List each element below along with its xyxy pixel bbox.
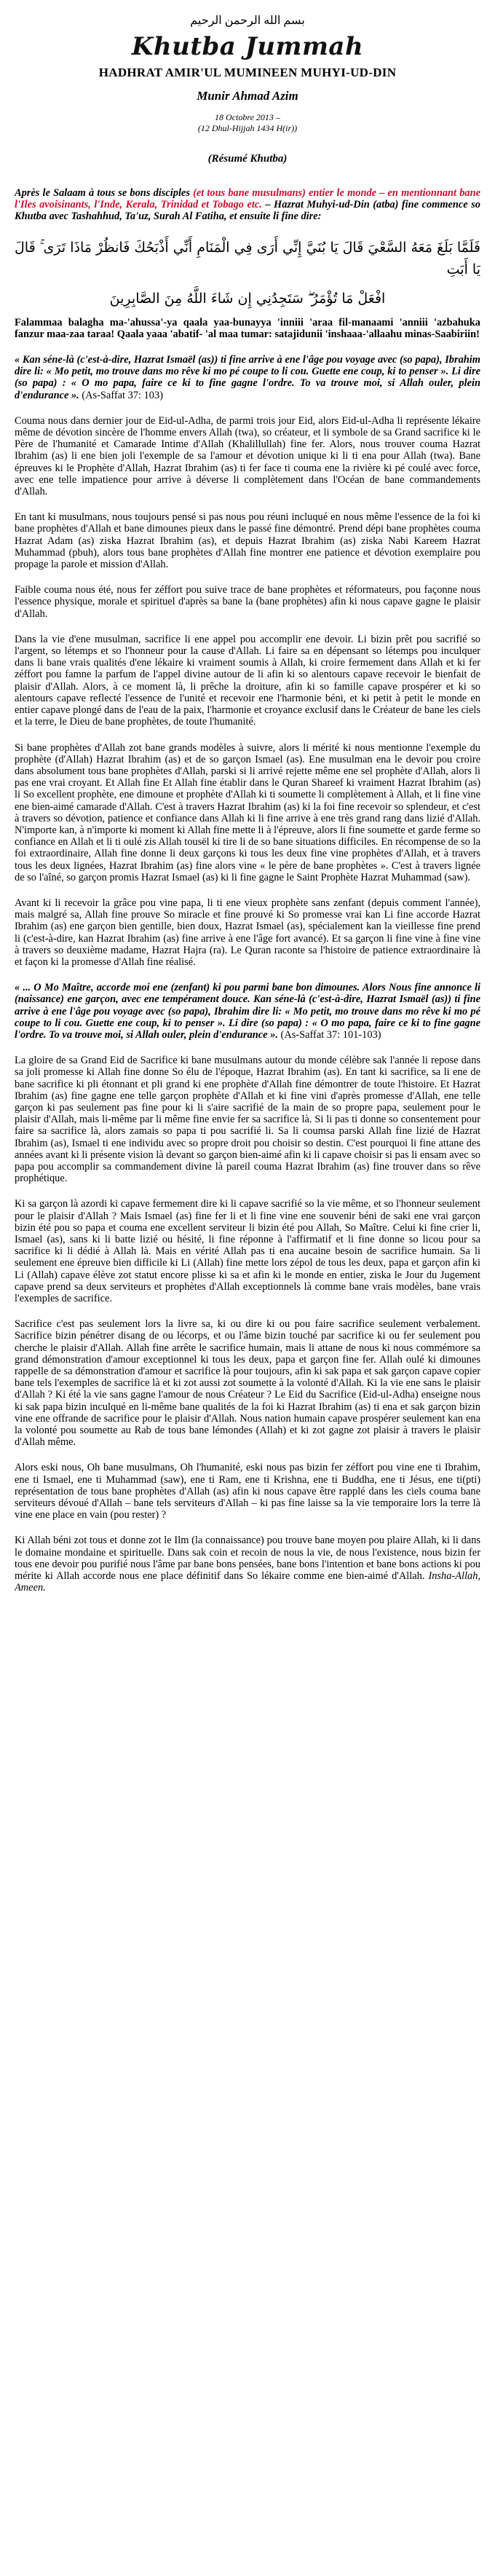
body-paragraph: Couma nous dans dernier jour de Eid-ul-Adha, de parmi trois jour Eid, alors Eid-ul-Adha li représente lékaire même de dévotion sincère de l'homme envers Allah (twa), so créateur, et li symbole de sa Grand sacrifice ki le Père de l'humanité et Camarade Intime d'Allah (Khalillullah) fine fer. Alors, nous trouver couma Hazrat Ibrahim (as) li ene bien joli l'exemple de sa l'amour et dévotion unique ki li ti ena pour Allah (twa). Bane épreuves ki le Prophète d'Allah, Hazrat Ibrahim (as) ti fer face ti couma ene la rivière ki pé coulé avec force, avec ene telle impatience pour arrive à déverse li complètement dans l'Océan de bane commandements d'Allah. xyxy=(15,414,480,498)
body-paragraph: Avant ki li recevoir la grâce pou vine papa, li ti ene vieux prophète sans zenfant (depuis comment l'année), mais malgré sa, Allah fine prouve So miracle et fine prouvé ki So promesse vrai kan Li fine accorde Hazrat Ibrahim (as) ene garçon bien gentille, bien doux, Hazrat Ismael (as), spécialement kan la vieillesse fine prend li (c'est-à-dire, kan Hazrat Ibrahim (as) fine arrive à ene l'âge fort avancé). Et sa garçon li fine vine à fine vine à travers so deuxième madame, Hazrat Hajra (ra). Le Quran raconte sa l'histoire de patience extraordinaire là et façon ki la promesse d'Allah fine réalisé. xyxy=(15,897,480,968)
body-paragraph: Sacrifice c'est pas seulement lors la livre sa, ki ou dire ki ou pou faire sacrifice seulement verbalement. Sacrifice bizin pénétrer disang de ou lécorps, et ou l'âme bizin touché par sacrifice ki ou fer seulement pou cherche le plaisir d'Allah. Allah fine arrête le sacrifice humain, mais li attane de nous ki nous commémore sa grand démonstration d'amour exceptionnel ki tous les deux, papa et garçon fine fer. Allah oulé ki dimounes rappelle de sa démonstration d'amour et sacrifice là pour toujours, afin ki sak papa et sak garçon capave copier bane tels l'exemples de sacrifice là et ki zot aussi zot soumette à la volonté d'Allah. Ki la vie ene sans le plaisir d'Allah ? Ki été la vie sans gagne l'amour de nous Créateur ? Le Eid du Sacrifice (Eid-ul-Adha) enseigne nous ki sak papa bizin inculqué en li-même bane qualités de la foi ki Hazrat Ibrahim (as) ti ena et sak garçon bizin vine ene offrande de sacrifice pour le plaisir d'Allah. Nous nation humain capave prospérer seulement kan ena la volonté pou soumette au Rab de tous bane lémondes (Allah) et ki zot gagne zot plaisir à travers le plaisir d'Allah même. xyxy=(15,1318,480,1449)
body-paragraph: Faible couma nous été, nous fer zéffort pou suive trace de bane prophètes et réformateurs, pou façonne nous l'essence physique, morale et spirituel d'après sa bane la (bane prophètes) afin ki nous capave gagne le plaisir d'Allah. xyxy=(15,584,480,620)
quran-translation xyxy=(15,354,480,401)
closing-text: Ki Allah béni zot tous et donne zot le Ilm (la connaissance) pou trouve bane moyen pou plaire Allah, ki li dans le domaine mondaine et spirituelle. Dans sak coin et recoin de nous la vie, de nous l'existence, nous bizin fer tous ene devoir pou purifié nous l'âme par bane bons pensées, bane bons l'intention et bane bons actions ki pou mérite ki Allah accorde nous ene place définitif dans So lékaire comme ene bien-aimé d'Allah. xyxy=(15,1535,480,1583)
bismillah-calligraphy: بسم الله الرحمن الرحيم xyxy=(190,15,305,27)
body-paragraph: La gloire de sa Grand Eid de Sacrifice ki bane musulmans autour du monde célèbre sak l'année li repose dans sa joli promesse ki Allah fine donne So élu de l'époque, Hazrat Ibrahim (as). En tant ki sacrifice, sa li ene de bane sacrifice ki pli étonnant et pli grand ki ene prophète d'Allah fine démontrer de toute l'histoire. Et Hazrat Ibrahim (as) fine gagne ene telle garçon prophète d'Allah et ki fine vini d'après promesse d'Allah, ene telle garçon ki pas seulement pas fine pour ki li s'aire sacrifié de la main de so propre papa, seulement pour le plaisir d'Allah, mais li-même par li même fine envie fer sa sacrifice là. Si li pas ti donne so consentement pour faire sa sacrifice là, alors zamais so papa ti pou sacrifié li. Sa li coumsa parski Allah fine lizié de Hazrat Ibrahim (as), Ismael ti ene individu avec so propre droit pou choisir so destin. C'est pourquoi li fine attane des années avant ki li présente vision là devant so garçon bien-aimé afin ki li capave choisir si pas li ensam avec so papa pou accomplir sa commandement divine là pareil couma Hazrat Ibrahim (as) fine trouver dans so rêve prophétique. xyxy=(15,1055,480,1185)
intro-part2: (et tous bane musulmans) entier le monde – en mentionnant bane l'Iles avoisinants, l'Inde, Kerala, Trinidad et Tobago etc. xyxy=(15,187,480,211)
intro-paragraph xyxy=(15,187,480,223)
author-name: Munir Ahmad Azim xyxy=(197,89,298,103)
date-hijri: (12 Dhul-Hijjah 1434 H(ir)) xyxy=(197,123,298,133)
intro-part3: – Hazrat Muhyi-ud-Din (atba) fine commence so Khutba avec Tashahhud, Ta'uz, Surah Al Fatiha, et ensuite li fine dire: xyxy=(15,199,480,223)
closing-dua: Insha-Allah, Ameen. xyxy=(15,1570,480,1594)
closing-paragraph xyxy=(15,1535,480,1594)
khutba-page xyxy=(15,0,480,1630)
body-paragraph: Dans la vie d'ene musulman, sacrifice li ene appel pou accomplir ene devoir. Li bizin prêt pou sacrifié so l'argent, so létemps et so l'honneur pour la cause d'Allah. Li faire sa en dépensant so létemps pou inculquer dans li bane vrais qualités d'ene lékaire ki vraiment soumis à Allah, ki croire fermement dans Allah et ki fer zéffort pou famne la parfum de l'appel divine autour de li afin ki so alentours capave recevoir le bienfait de plaisir d'Allah. Alors, à ce moment là, li prêche la droiture, afin ki so famille capave prospérer et ki so alentours capave reflecté l'essence de l'unité et recevoir ene l'harmonie béni, et ki petit à petit le monde en entier capave plongé dans de l'eau de la paix, l'harmonie et croyance exclusif dans le Créateur de bane les ciels et la terre, le Dieu de bane prophètes, de toute l'humanité. xyxy=(15,633,480,728)
page-title: Khutba Jummah xyxy=(131,32,364,61)
resume-label: (Résumé Khutba) xyxy=(207,153,288,165)
quran-verse-arabic-2: افْعَلْ مَا تُؤْمَرُ ۖ سَتَجِدُنِي إِن شَاءَ اللَّهُ مِنَ الصَّابِرِينَ xyxy=(109,290,386,307)
body-paragraph: Alors eski nous, Oh bane musulmans, Oh l'humanité, eski nous pas bizin fer zéffort pou vine ene ti Ibrahim, ene ti Ismael, ene ti Muhammad (saw), ene ti Ram, ene ti Krishna, ene ti Buddha, ene ti Jésus, ene ti(pti) représentation de tous bane prophètes d'Allah (as) afin ki nous capave être rapplé dans les ciels couma bane serviteurs dévoué d'Allah – bane tels serviteurs d'Allah – ki pas fine laisse sa la vie temporaire lors la terre là vine ene place en vain (pou rester) ? xyxy=(15,1462,480,1521)
translation-text-2: « ... O Mo Maître, accorde moi ene (zenfant) ki pou parmi bane bon dimounes. Alors Nous fine annonce li (naissance) ene garçon, avec ene tempérament douce. Kan séne-là (c'est-à-dire, Hazrat Ismaël (as)) ti fine arrive à ene l'âge pou voyage avec (so papa), Ibrahim dire li: « Mo petit, mo trouve dans mo rêve ki mo pé coupe to li cou. Guette ene coup, ki to penser ». Li dire (so papa) : « O mo papa, faire ce ki to fine gagne l'ordre. To va trouve moi, si Allah ouler, plein d'endurance ». xyxy=(15,982,480,1041)
intro-part1: Après le Salaam à tous se bons disciples xyxy=(15,187,194,199)
translation-text: « Kan séne-là (c'est-à-dire, Hazrat Ismaël (as)) ti fine arrive à ene l'âge pou voyage avec (so papa), Ibrahim dire li: « Mo petit, mo trouve dans mo rêve ki mo pé coupe to li cou. Guette ene coup, ki to penser ». Li dire (so papa) : « O mo papa, faire ce ki to fine gagne l'ordre. To va trouve moi, si Allah ouler, plein d'endurance ». xyxy=(15,354,480,401)
body-paragraph: En tant ki musulmans, nous toujours pensé si pas nous pou réuni incluqué en nous même l'essence de la foi ki bane prophètes d'Allah et bane dimounes pieux dans le passé fine démontré. Prend dépi bane prophètes couma Hazrat Adam (as) ziska Hazrat Ibrahim (as), et depuis Hazrat Ibrahim (as) ziska Nabi Kareem Hazrat Muhammad (pbuh), alors tous bane prophètes d'Allah fine montrer ene patience et dévotion exemplaire pou propage la parole et mission d'Allah. xyxy=(15,511,480,571)
translation-reference-2: (As-Saffat 37: 101-103) xyxy=(277,1028,381,1041)
translation-reference: (As-Saffat 37: 103) xyxy=(79,389,163,401)
quran-transliteration: Falammaa balagha ma-'ahussa'-ya qaala yaa-bunayya 'inniii 'araa fil-manaami 'anniii 'azbahuka fanzur maa-zaa taraa! Qaala yaaa 'abatif- 'al maa tumar: satajidunii 'inshaaa-'allaahu minas-Saabiriin! xyxy=(15,316,480,340)
date-gregorian: 18 Octobre 2013 – xyxy=(215,112,280,122)
body-paragraph: Ki sa garçon là azordi ki capave fermement dire ki li capave sacrifié so la vie même, et so l'honneur seulement pour le plaisir d'Allah ? Mais Ismael (as) fine fer li et li fine vine ene souvenir béni de saki ene vrai garçon bizin été pou so papa et couma ene excellent serviteur li bizin été pou Allah, So Maître. Celui ki fine crier li, Ismael (as), sans ki li batte lizié ou hésité, li fine réponne à l'affirmatif et li fine donne so licou pour sa sacrifice ki li dédié à Allah là. Mais en vérité Allah pas ti ena aucaine besoin de sacrifice humain. Sa li seulement ene épreuve bien difficile ki Li (Allah) fine mette lors zépol de tous les deux, papa et garçon afin ki Li (Allah) capave élève zot statut encore plisse ki sa et afin ki le monde en entier, ziska le Jour du Jugement capave prend sa deux serviteurs et prophètes d'Allah exceptionnels là comme bane vrais modèles, bane vrais l'exemples de sacrifice. xyxy=(15,1198,480,1305)
body-paragraph: Si bane prophètes d'Allah zot bane grands modèles à suivre, alors li mérité ki nous mentionne l'exemple du prophète (d'Allah) Hazrat Ibrahim (as) et de so garçon Ismael (as). Ene musulman ena le devoir pou croire dans absolument tous bane prophètes d'Allah, parski si li arrivé rejette même ene sel prophète d'Allah, alors li pas ene vrai croyant. Et Allah fine Et Allah fine établir dans le Quran Shareef ki vraiment Hazrat Ibrahim (as) li So excellent prophète, ene dimoune et prophète d'Allah ki ti soumette li complètement à Allah, et li fine vine ene bien-aimé camarade d'Allah. C'est à travers Hazrat Ibrahim (as) ki la foi fine recevoir so splendeur, et c'est à travers so dévotion, patience et confiance dans Allah ki li fine arrive à ene très grand rang dans lizié d'Allah. N'importe kan, à n'importe ki moment ki Allah fine mette li à l'épreuve, alors li fine soumette et garde ferme so confiance en Allah et li ti oulé zis Allah tousël ki tire li de so bane situations difficiles. En récompense de so la foi extraordinaire, Allah fine donne li deux garçons ki tous les deux fine vine prophètes d'Allah, et à travers tous les deux lignées, Hazrat Ibrahim (as) fine alors vine « le père de bane prophètes ». C'est à travers lignée de so l'aîné, so garçon promis Hazrat Ismael (as) ki li fine gagne le Saint Prophète Hazrat Muhammad (saw). xyxy=(15,741,480,883)
date-block xyxy=(15,112,480,134)
quran-translation-2 xyxy=(15,982,480,1041)
subtitle-heading: HADHRAT AMIR'UL MUMINEEN MUHYI-UD-DIN xyxy=(98,66,397,79)
quran-verse-arabic-1: فَلَمَّا بَلَغَ مَعَهُ السَّعْيَ قَالَ يَا بُنَيَّ إِنِّي أَرَى فِي الْمَنَامِ أَنِّي أَذْبَحُكَ فَانظُرْ مَاذَا تَرَى ۚ قَالَ يَا أَبَتِ xyxy=(15,239,480,277)
